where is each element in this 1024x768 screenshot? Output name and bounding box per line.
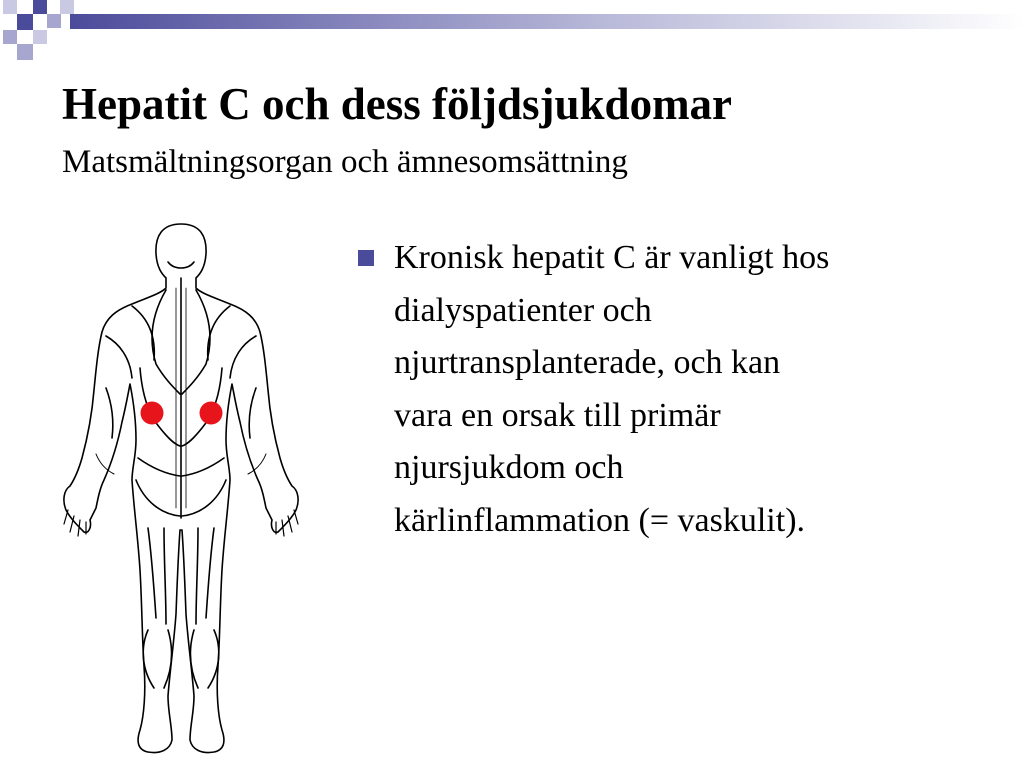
bullet-item xyxy=(356,232,996,547)
bullet-line: Kronisk hepatit C är vanligt hos xyxy=(394,239,830,276)
left-kidney-marker xyxy=(141,402,164,425)
slide-subtitle: Matsmältningsorgan och ämnesomsättning xyxy=(62,144,628,180)
slide-title: Hepatit C och dess följdsjukdomar xyxy=(62,79,733,129)
bullet-line: vara en orsak till primär xyxy=(394,396,721,434)
bullet-line: kärlinflammation (= vaskulit). xyxy=(394,501,806,539)
bullet-line: njursjukdom och xyxy=(394,449,624,486)
right-kidney-marker xyxy=(200,402,223,425)
bullet-line: njurtransplanterade, och kan xyxy=(394,344,781,381)
bullet-list xyxy=(356,232,996,547)
square-bullet-icon xyxy=(358,250,374,266)
header-decoration xyxy=(0,0,1024,70)
bullet-line: dialyspatienter och xyxy=(394,291,652,329)
anatomy-figure xyxy=(56,218,306,758)
